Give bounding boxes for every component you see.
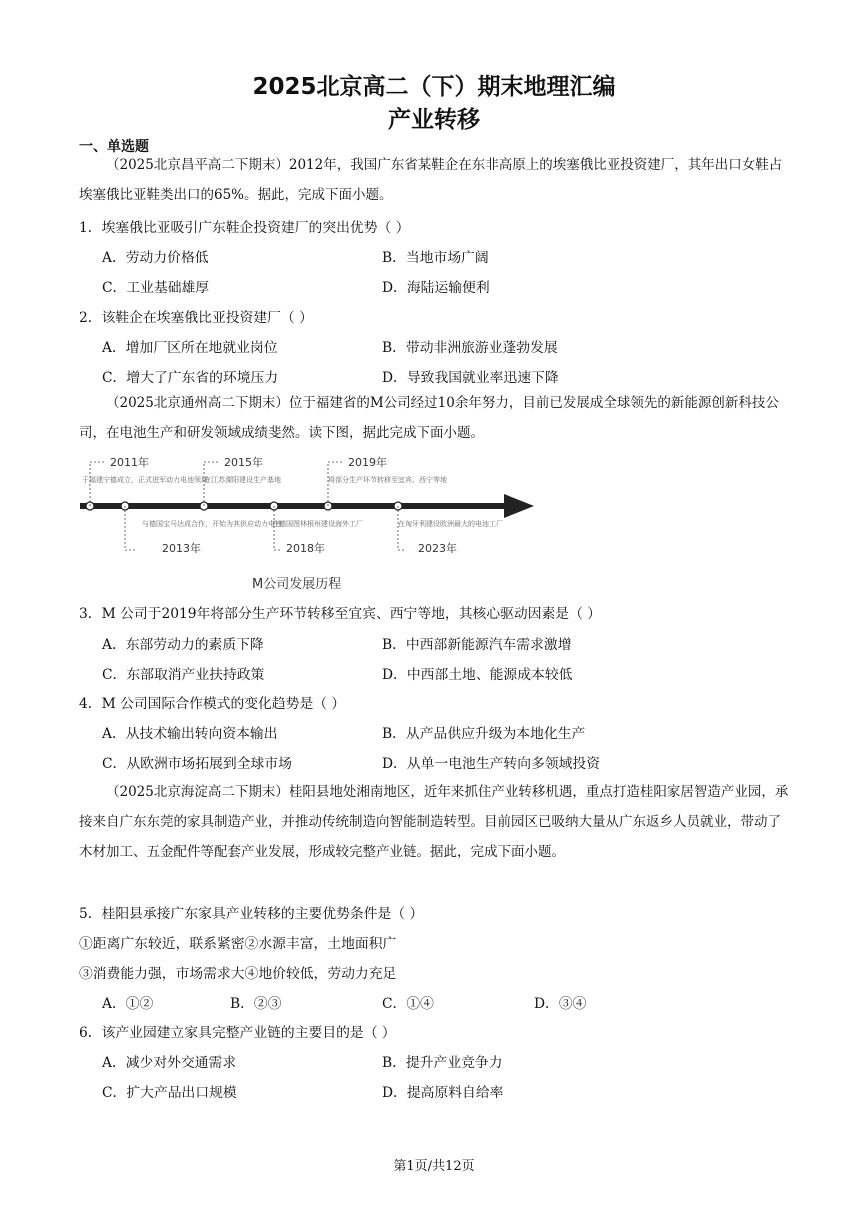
q5-statements-1: ①距离广东较近，联系紧密②水源丰富，土地面积广 bbox=[79, 936, 397, 952]
section-heading: 一、单选题 bbox=[79, 139, 149, 155]
q6-option-d: D．提高原料自给率 bbox=[382, 1085, 504, 1101]
timeline-connector bbox=[328, 462, 342, 506]
q1-option-a: A．劳动力价格低 bbox=[102, 250, 209, 266]
q6-option-a: A．减少对外交通需求 bbox=[102, 1055, 237, 1071]
question-2-stem: 2．该鞋企在埃塞俄比亚投资建厂（ ） bbox=[79, 310, 313, 326]
timeline-note-4: 在德国图林根州建设海外工厂 bbox=[272, 520, 363, 528]
q4-option-b: B．从产品供应升级为本地化生产 bbox=[382, 726, 586, 742]
q2-option-c: C．增大了广东省的环境压力 bbox=[102, 370, 279, 386]
q2-option-b: B．带动非洲旅游业蓬勃发展 bbox=[382, 340, 558, 356]
q2-option-a: A．增加厂区所在地就业岗位 bbox=[102, 340, 278, 356]
timeline-connector bbox=[204, 462, 218, 506]
passage-3: （2025北京海淀高二下期末）桂阳县地处湘南地区，近年来抓住产业转移机遇，重点打造桂阳家居智造产业园，承接来自广东东莞的家具制造产业，并推动传统制造向智能制造转型。目前园区已吸纳大量从广东返乡人员就业，带动了木材加工、五金配件等配套产业发展，形成较完整产业链。据此，完成下面小题。 bbox=[79, 784, 789, 860]
passage-1: （2025北京昌平高二下期末）2012年，我国广东省某鞋企在东非高原上的埃塞俄比亚投资建厂，其年出口女鞋占埃塞俄比亚鞋类出口的65%。据此，完成下面小题。 bbox=[79, 157, 783, 203]
timeline-arrowhead bbox=[504, 494, 534, 518]
q1-option-b: B．当地市场广阔 bbox=[382, 250, 489, 266]
q4-option-c: C．从欧洲市场拓展到全球市场 bbox=[102, 756, 292, 772]
q5-option-d: D．③④ bbox=[534, 996, 587, 1012]
q1-option-d: D．海陆运输便利 bbox=[382, 280, 490, 296]
timeline-year-4: 2018年 bbox=[286, 542, 325, 555]
timeline-year-6: 2023年 bbox=[418, 542, 457, 555]
q5-option-c: C．①④ bbox=[382, 996, 434, 1012]
q3-option-d: D．中西部土地、能源成本较低 bbox=[382, 667, 573, 683]
q3-option-a: A．东部劳动力的素质下降 bbox=[102, 637, 264, 653]
timeline-connector bbox=[398, 506, 406, 550]
q1-option-c: C．工业基础雄厚 bbox=[102, 280, 210, 296]
page-number: 第1页/共12页 bbox=[393, 1159, 475, 1174]
q4-option-d: D．从单一电池生产转向多领域投资 bbox=[382, 756, 601, 772]
timeline-note-6: 在匈牙利建设欧洲最大的电池工厂 bbox=[398, 520, 503, 528]
q5-option-b: B．②③ bbox=[230, 996, 282, 1012]
q4-option-a: A．从技术输出转向资本输出 bbox=[102, 726, 278, 742]
timeline-year-5: 2019年 bbox=[348, 456, 387, 469]
timeline-figure bbox=[76, 450, 536, 598]
question-4-stem: 4．M 公司国际合作模式的变化趋势是（ ） bbox=[79, 696, 346, 712]
q3-option-c: C．东部取消产业扶持政策 bbox=[102, 667, 265, 683]
q5-option-a: A．①② bbox=[102, 996, 154, 1012]
timeline-note-5: 将部分生产环节转移至宜宾、西宁等地 bbox=[328, 476, 447, 484]
timeline-connector bbox=[274, 506, 282, 550]
timeline-connector bbox=[125, 506, 136, 550]
question-5-stem: 5．桂阳县承接广东家具产业转移的主要优势条件是（ ） bbox=[79, 906, 424, 922]
document-title: 2025北京高二（下）期末地理汇编 bbox=[252, 74, 616, 100]
timeline-caption: M公司发展历程 bbox=[252, 577, 342, 592]
q3-option-b: B．中西部新能源汽车需求激增 bbox=[382, 637, 572, 653]
timeline-note-3: 在江苏溧阳建设生产基地 bbox=[204, 476, 281, 484]
document-subtitle: 产业转移 bbox=[388, 107, 480, 133]
timeline-note-2: 与德国宝马达成合作，开始为其供应动力电池 bbox=[142, 520, 282, 528]
timeline-year-1: 2011年 bbox=[110, 456, 149, 469]
question-3-stem: 3．M 公司于2019年将部分生产环节转移至宜宾、西宁等地，其核心驱动因素是（ ） bbox=[79, 606, 602, 622]
timeline-year-3: 2015年 bbox=[224, 456, 263, 469]
timeline-note-1: 于福建宁德成立，正式进军动力电池领域 bbox=[82, 476, 208, 484]
question-6-stem: 6．该产业园建立家具完整产业链的主要目的是（ ） bbox=[79, 1025, 396, 1041]
passage-2: （2025北京通州高二下期末）位于福建省的M公司经过10余年努力，目前已发展成全球领先的新能源创新科技公司，在电池生产和研发领域成绩斐然。读下图，据此完成下面小题。 bbox=[79, 395, 779, 441]
q5-statements-2: ③消费能力强，市场需求大④地价较低，劳动力充足 bbox=[79, 966, 397, 982]
question-1-stem: 1．埃塞俄比亚吸引广东鞋企投资建厂的突出优势（ ） bbox=[79, 220, 410, 236]
q2-option-d: D．导致我国就业率迅速下降 bbox=[382, 370, 559, 386]
timeline-year-2: 2013年 bbox=[162, 542, 201, 555]
q6-option-b: B．提升产业竞争力 bbox=[382, 1055, 503, 1071]
timeline-connector bbox=[90, 462, 104, 506]
q6-option-c: C．扩大产品出口规模 bbox=[102, 1085, 237, 1101]
